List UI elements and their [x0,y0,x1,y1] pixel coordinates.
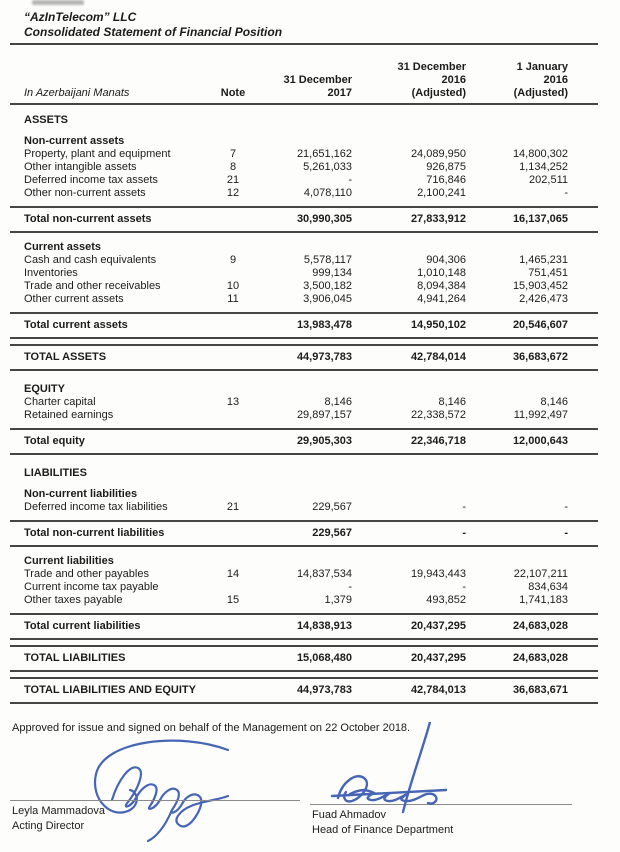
signer-title-right: Head of Finance Department [312,824,454,836]
row-value-2017: - [348,174,352,186]
row-value-2016: 42,784,014 [374,345,490,370]
row-value-2017: 4,078,110 [303,187,352,199]
signature-left-scribble [60,738,260,843]
signature-line-right [310,804,572,805]
row-value-jan2016 [490,370,598,396]
row-value-jan2016: 1,741,183 [519,594,568,606]
table-row [10,594,598,607]
row-value-2016: 716,846 [426,174,466,186]
approval-statement: Approved for issue and signed on behalf of the Management on 22 October 2018. [12,722,411,734]
row-value-2016 [374,127,490,148]
row-value-2017 [256,370,374,396]
signature-right-scribble [310,722,480,822]
table-row [10,174,598,187]
row-value-2017: 44,973,783 [256,345,374,370]
row-value-jan2016: 8,146 [540,396,568,408]
row-note [210,104,256,127]
row-label: Other current assets [24,293,124,305]
row-label: Cash and cash equivalents [24,254,157,266]
row-label: Other non-current assets [24,187,146,199]
row-value-2016: 1,010,148 [417,267,466,279]
row-label: Inventories [24,267,78,279]
row-label: Other intangible assets [24,161,137,173]
row-value-2016: 22,338,572 [410,409,466,421]
row-gap [10,422,598,429]
row-value-2016: 22,346,718 [374,429,490,454]
row-note: 12 [226,187,240,199]
row-value-2017 [256,546,374,568]
header-col-2017-line2: 2017 [327,87,352,99]
row-value-jan2016: - [490,521,598,546]
table-row [10,280,598,293]
row-value-2017 [256,104,374,127]
row-value-2017: 3,500,182 [303,280,352,292]
row-label: TOTAL ASSETS [10,345,210,370]
row-gap [10,200,598,207]
row-note: 21 [226,501,240,513]
row-note [210,232,256,254]
row-label: TOTAL LIABILITIES AND EQUITY [10,678,210,703]
row-label: Non-current liabilities [24,488,138,500]
header-col-2017-line1: 31 December [283,74,352,86]
header-unit-label: In Azerbaijani Manats [10,45,210,104]
row-value-2016: 8,094,384 [417,280,466,292]
row-note [210,370,256,396]
header-col-2017 [256,45,374,104]
scan-artifact [32,0,84,5]
row-value-2017: 15,068,480 [256,646,374,671]
row-value-2016: - [462,501,466,513]
row-gap [10,639,598,646]
row-note: 21 [226,174,240,186]
signature-area [10,738,598,852]
table-row [10,127,598,148]
header-col-jan2016 [490,45,598,104]
row-value-2017: 999,134 [312,267,352,279]
row-label: Total non-current assets [10,207,210,232]
row-value-2017: 29,905,303 [256,429,374,454]
row-value-jan2016 [490,232,598,254]
row-note: 13 [226,396,240,408]
row-value-jan2016: 202,511 [529,174,568,186]
signer-name-right: Fuad Ahmadov [312,809,386,821]
table-row [10,480,598,501]
row-label: Total current assets [10,313,210,338]
row-note [210,409,256,422]
row-value-2016: 27,833,912 [374,207,490,232]
row-gap [10,306,598,313]
row-value-2017: 44,973,783 [256,678,374,703]
row-value-2017: 1,379 [324,594,352,606]
row-note: 8 [229,161,237,173]
row-value-2016: 4,941,264 [417,293,466,305]
row-value-2017: 229,567 [256,521,374,546]
row-note: 9 [229,254,237,266]
table-row [10,521,598,546]
row-value-jan2016: 15,903,452 [512,280,568,292]
row-note [210,313,256,338]
row-label: Deferred income tax liabilities [24,501,168,513]
table-row [10,187,598,200]
row-value-2016: 493,852 [426,594,466,606]
header-col-2016-line1: 31 December 2016 [397,61,466,86]
table-row [10,148,598,161]
row-label: Other taxes payable [24,594,123,606]
row-value-jan2016: 2,426,473 [519,293,568,305]
row-label: Total non-current liabilities [10,521,210,546]
row-value-2016: 14,950,102 [374,313,490,338]
row-label: Total current liabilities [10,614,210,639]
row-note [210,581,256,594]
row-value-jan2016: 24,683,028 [490,646,598,671]
row-value-jan2016 [490,454,598,480]
statement-table-body [10,104,598,703]
table-row [10,232,598,254]
row-value-jan2016: 24,683,028 [490,614,598,639]
row-note: 11 [227,293,239,305]
row-value-2016: 24,089,950 [410,148,466,160]
table-row [10,568,598,581]
row-label: Charter capital [24,396,96,408]
table-row [10,396,598,409]
row-label: ASSETS [24,114,69,126]
row-value-2016: 19,943,443 [410,568,466,580]
row-note [210,614,256,639]
row-value-jan2016: 20,546,607 [490,313,598,338]
row-note [210,480,256,501]
row-value-2017: 13,983,478 [256,313,374,338]
row-gap [10,338,598,345]
table-row [10,454,598,480]
row-value-2017: 21,651,162 [296,148,352,160]
row-note [210,454,256,480]
row-value-2016: - [374,521,490,546]
row-note [210,546,256,568]
table-row [10,267,598,280]
row-note [210,521,256,546]
row-gap [10,607,598,614]
row-label: TOTAL LIABILITIES [10,646,210,671]
row-value-2017: 5,261,033 [303,161,352,173]
table-row [10,614,598,639]
row-value-jan2016: - [564,501,568,513]
row-note: 15 [226,594,240,606]
row-value-jan2016: 16,137,065 [490,207,598,232]
row-value-2017 [256,480,374,501]
row-value-2016: 42,784,013 [374,678,490,703]
table-row [10,409,598,422]
row-label: Retained earnings [24,409,114,421]
row-note [210,267,256,280]
row-value-2016: - [462,581,466,593]
row-value-jan2016 [490,480,598,501]
title-block [10,10,598,40]
row-label: Current liabilities [24,555,114,567]
table-row [10,501,598,514]
row-value-jan2016: 751,451 [528,267,568,279]
signature-line-left [10,800,300,801]
row-value-2016 [374,104,490,127]
row-value-2017: 14,837,534 [296,568,352,580]
row-value-jan2016 [490,127,598,148]
row-value-jan2016: 14,800,302 [512,148,568,160]
table-row [10,104,598,127]
row-note [210,345,256,370]
table-row [10,207,598,232]
table-row [10,313,598,338]
row-note [210,646,256,671]
row-value-2017: 5,578,117 [303,254,352,266]
row-value-jan2016: - [564,187,568,199]
row-value-2017: 229,567 [312,501,352,513]
row-gap [10,671,598,678]
header-col-2016 [374,45,490,104]
row-gap [10,514,598,521]
row-label: EQUITY [10,370,210,396]
statement-table [10,45,598,704]
row-value-jan2016: 36,683,672 [490,345,598,370]
row-value-2017 [256,127,374,148]
row-label: Deferred income tax assets [24,174,158,186]
row-value-2017: 8,146 [324,396,352,408]
row-label: Property, plant and equipment [24,148,171,160]
row-value-2016 [374,546,490,568]
row-value-2016: 926,875 [426,161,466,173]
row-label: Non-current assets [24,135,125,147]
row-value-jan2016 [490,546,598,568]
row-value-jan2016: 11,992,497 [513,409,568,421]
row-label: Total equity [10,429,210,454]
signer-title-left: Acting Director [12,820,85,832]
row-label: Trade and other payables [24,568,149,580]
table-row [10,581,598,594]
row-note [210,678,256,703]
table-row [10,646,598,671]
row-value-2016: 20,437,295 [374,614,490,639]
table-header [10,45,598,104]
document-title: Consolidated Statement of Financial Position [24,25,283,39]
row-value-2016: 904,306 [426,254,466,266]
row-note [210,127,256,148]
row-value-jan2016: 22,107,211 [513,568,568,580]
row-value-2016 [374,454,490,480]
table-row [10,429,598,454]
row-label: Current income tax payable [24,581,159,593]
row-value-2017 [256,454,374,480]
row-value-2017: 14,838,913 [256,614,374,639]
row-value-jan2016: 1,134,252 [519,161,568,173]
row-value-2016: 2,100,241 [417,187,466,199]
table-row [10,254,598,267]
table-row [10,546,598,568]
row-value-2017 [256,232,374,254]
row-note [210,207,256,232]
row-value-jan2016: 36,683,671 [490,678,598,703]
row-value-2016: 8,146 [438,396,466,408]
row-value-jan2016: 834,634 [528,581,568,593]
row-value-2017: 29,897,157 [296,409,352,421]
row-note: 14 [226,568,240,580]
row-note: 7 [229,148,237,160]
company-name: “AzInTelecom” LLC [24,10,137,24]
header-row [10,45,598,104]
row-value-2016 [374,232,490,254]
row-note [210,429,256,454]
header-note: Note [210,45,256,104]
table-row [10,161,598,174]
row-value-2016 [374,480,490,501]
row-value-2017: - [348,581,352,593]
row-value-jan2016 [490,104,598,127]
table-row [10,678,598,703]
table-row [10,293,598,306]
row-value-2016 [374,370,490,396]
row-note: 10 [226,280,240,292]
header-col-jan2016-line1: 1 January 2016 [516,61,568,86]
header-col-jan2016-line2: (Adjusted) [513,87,568,99]
row-value-2017: 3,906,045 [303,293,352,305]
table-row [10,370,598,396]
signer-name-left: Leyla Mammadova [12,805,105,817]
row-value-jan2016: 1,465,231 [519,254,568,266]
row-value-jan2016: 12,000,643 [490,429,598,454]
row-label: LIABILITIES [10,454,210,480]
table-row [10,345,598,370]
row-label: Current assets [24,241,102,253]
row-value-2016: 20,437,295 [374,646,490,671]
header-col-2016-line2: (Adjusted) [411,87,466,99]
row-label: Trade and other receivables [24,280,161,292]
row-value-2017: 30,990,305 [256,207,374,232]
